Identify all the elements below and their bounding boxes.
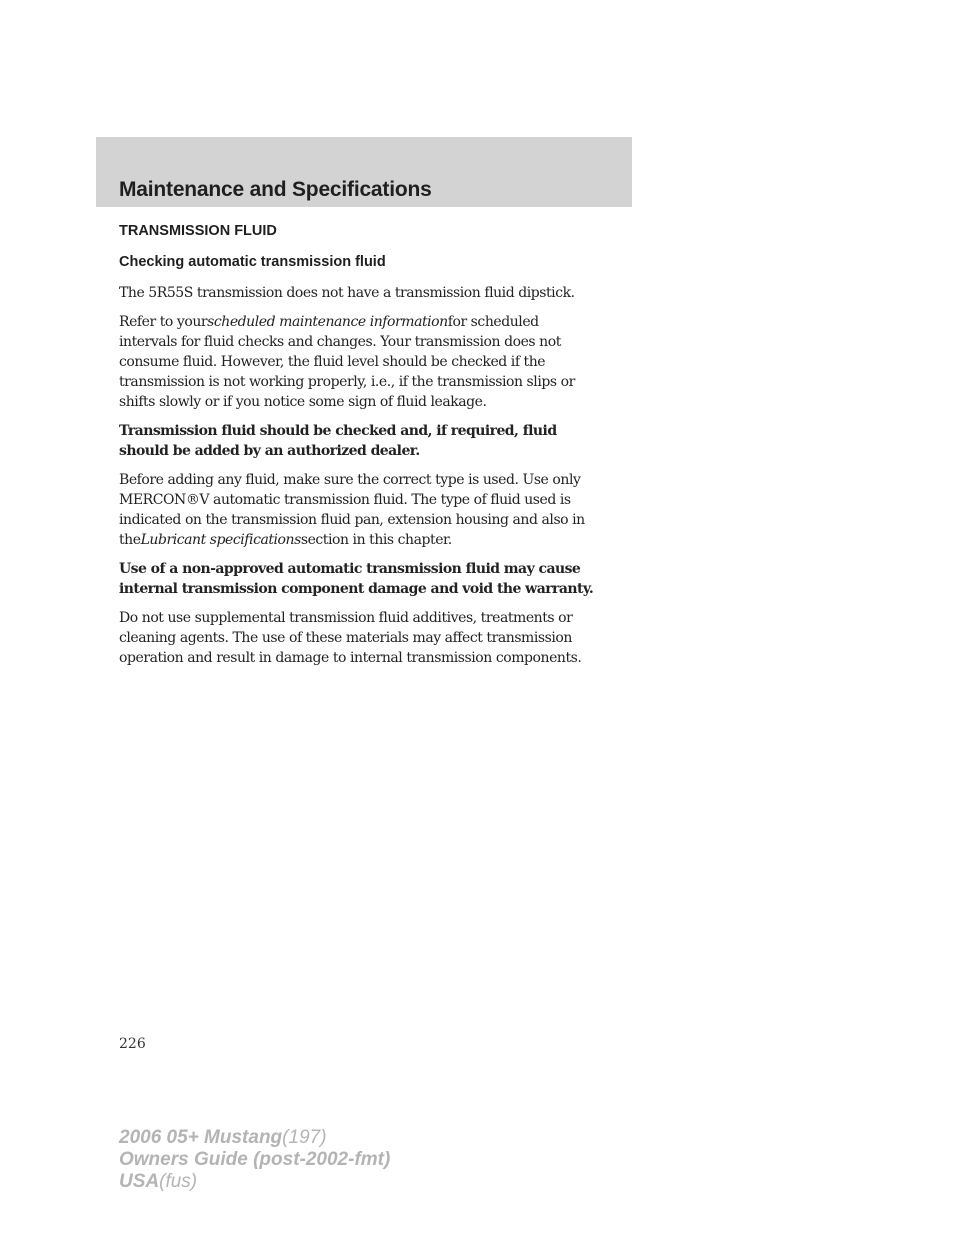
text-fragment: Refer to your [119, 314, 208, 330]
page-content [119, 221, 639, 677]
text-fragment: for scheduled [447, 314, 539, 330]
text-line: indicated on the transmission fluid pan, extension housing and also in [119, 512, 585, 528]
paragraph-fluid-type [119, 470, 639, 550]
paragraph-additives [119, 608, 639, 668]
lubricant-specifications-reference: Lubricant specifications [140, 532, 301, 548]
text-line [119, 530, 639, 550]
footer-line [119, 1149, 390, 1171]
text-fragment: the [119, 532, 141, 548]
page-section-title: Maintenance and Specifications [119, 178, 432, 201]
footer-model: 2006 05+ Mustang [119, 1127, 283, 1148]
text-fragment: section in this chapter. [300, 532, 452, 548]
paragraph-dealer-warning [119, 421, 639, 461]
text-line: internal transmission component damage and void the warranty. [119, 581, 594, 597]
text-line: intervals for fluid checks and changes. Your transmission does not [119, 334, 561, 350]
footer-code: (197) [282, 1127, 327, 1148]
text-line: cleaning agents. The use of these materials may affect transmission [119, 630, 572, 646]
paragraph-scheduled-intervals [119, 312, 639, 412]
text-line: transmission is not working properly, i.e., if the transmission slips or [119, 374, 575, 390]
paragraph-warranty-warning [119, 559, 639, 599]
text-line: MERCON®V automatic transmission fluid. The type of fluid used is [119, 492, 571, 508]
page-number: 226 [119, 1036, 146, 1052]
footer-line [119, 1127, 390, 1149]
text-line [119, 312, 639, 332]
text-line: Transmission fluid should be checked and, if required, fluid [119, 423, 557, 439]
text-line: should be added by an authorized dealer. [119, 443, 420, 459]
footer-guide: Owners Guide (post-2002-fmt) [119, 1149, 391, 1170]
subsection-heading: Checking automatic transmission fluid [119, 254, 386, 270]
text-line: The 5R55S transmission does not have a transmission fluid dipstick. [119, 285, 575, 301]
text-line: Before adding any fluid, make sure the correct type is used. Use only [119, 472, 581, 488]
scheduled-maintenance-reference: scheduled maintenance information [207, 314, 448, 330]
text-line: Do not use supplemental transmission fluid additives, treatments or [119, 610, 573, 626]
footer-market: USA [119, 1171, 160, 1192]
footer-line [119, 1171, 390, 1193]
section-heading: TRANSMISSION FLUID [119, 223, 277, 239]
footer-market-code: (fus) [159, 1171, 198, 1192]
text-line: operation and result in damage to internal transmission components. [119, 650, 582, 666]
document-footer [119, 1127, 390, 1193]
text-line: shifts slowly or if you notice some sign of fluid leakage. [119, 394, 487, 410]
text-line: Use of a non-approved automatic transmission fluid may cause [119, 561, 581, 577]
text-line: consume fluid. However, the fluid level should be checked if the [119, 354, 546, 370]
paragraph-dipstick [119, 283, 639, 303]
